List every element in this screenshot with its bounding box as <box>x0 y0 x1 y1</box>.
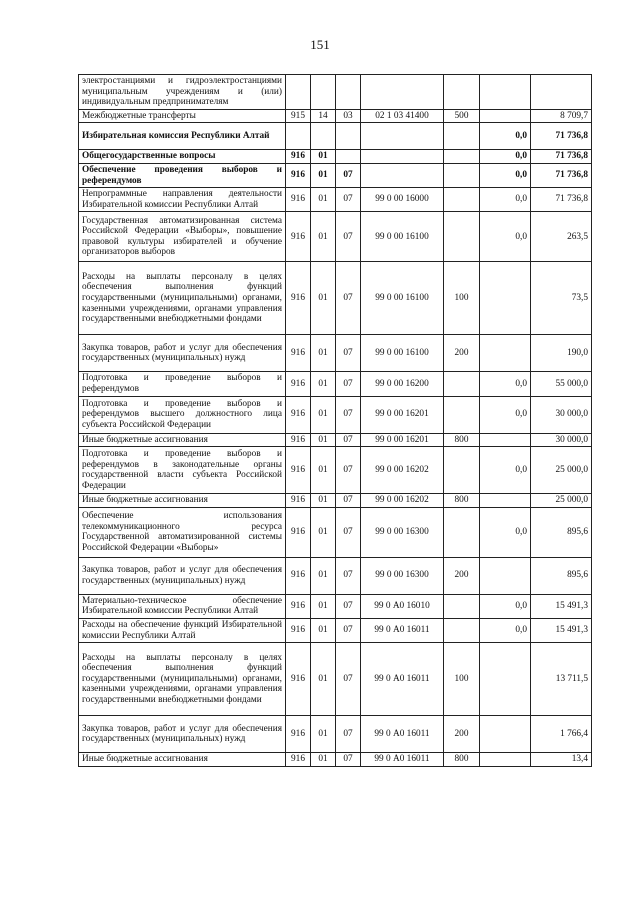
row-vr-code: 800 <box>444 753 480 767</box>
row-pr-code: 07 <box>336 594 361 618</box>
row-vr-code: 200 <box>444 335 480 372</box>
row-vr-code: 200 <box>444 557 480 594</box>
row-pr-code: 07 <box>336 188 361 212</box>
row-vr-code <box>444 188 480 212</box>
row-amount-zero <box>480 716 531 753</box>
row-rz-code: 01 <box>311 507 336 557</box>
row-rz-code: 01 <box>311 372 336 396</box>
row-gr-code: 916 <box>286 188 311 212</box>
row-amount-zero: 0,0 <box>480 447 531 494</box>
row-vr-code <box>444 75 480 110</box>
row-amount-sum: 13 711,5 <box>531 643 592 716</box>
row-amount-sum: 25 000,0 <box>531 447 592 494</box>
row-amount-zero <box>480 335 531 372</box>
row-name: Избирательная комиссия Республики Алтай <box>79 123 286 150</box>
row-amount-zero <box>480 753 531 767</box>
row-name: Иные бюджетные ассигнования <box>79 753 286 767</box>
row-gr-code: 916 <box>286 507 311 557</box>
row-vr-code: 500 <box>444 109 480 123</box>
row-csr-code: 99 0 00 16000 <box>361 188 444 212</box>
row-name: электростанциями и гидроэлектростанциями муниципальным учреждениям и (или) индивидуальным предпринимателям <box>79 75 286 110</box>
row-name: Иные бюджетные ассигнования <box>79 494 286 508</box>
table-row <box>79 433 592 447</box>
row-amount-sum: 71 736,8 <box>531 150 592 164</box>
row-rz-code: 14 <box>311 109 336 123</box>
row-rz-code: 01 <box>311 643 336 716</box>
row-vr-code <box>444 150 480 164</box>
row-rz-code: 01 <box>311 557 336 594</box>
row-pr-code: 07 <box>336 163 361 187</box>
row-gr-code: 916 <box>286 618 311 642</box>
row-gr-code: 916 <box>286 212 311 262</box>
row-amount-sum: 263,5 <box>531 212 592 262</box>
row-csr-code: 99 0 00 16100 <box>361 212 444 262</box>
row-name: Закупка товаров, работ и услуг для обеспечения государственных (муниципальных) нужд <box>79 335 286 372</box>
table-row <box>79 557 592 594</box>
row-gr-code: 916 <box>286 447 311 494</box>
row-rz-code: 01 <box>311 594 336 618</box>
row-vr-code: 100 <box>444 262 480 335</box>
table-row <box>79 335 592 372</box>
row-vr-code <box>444 618 480 642</box>
row-amount-sum: 895,6 <box>531 507 592 557</box>
row-amount-zero: 0,0 <box>480 188 531 212</box>
table-row <box>79 163 592 187</box>
row-name: Государственная автоматизированная система Российской Федерации «Выборы», повышение правовой культуры избирателей и обучение организаторов выборов <box>79 212 286 262</box>
row-gr-code: 916 <box>286 494 311 508</box>
table-row <box>79 188 592 212</box>
table-row <box>79 447 592 494</box>
row-csr-code: 99 0 00 16202 <box>361 494 444 508</box>
row-rz-code: 01 <box>311 494 336 508</box>
row-pr-code: 07 <box>336 396 361 433</box>
row-csr-code: 99 0 А0 16011 <box>361 643 444 716</box>
table-row <box>79 212 592 262</box>
row-csr-code: 99 0 А0 16011 <box>361 618 444 642</box>
row-name: Материально-техническое обеспечение Избирательной комиссии Республики Алтай <box>79 594 286 618</box>
row-csr-code: 99 0 00 16201 <box>361 433 444 447</box>
table-row <box>79 396 592 433</box>
row-amount-zero <box>480 109 531 123</box>
row-amount-sum: 71 736,8 <box>531 123 592 150</box>
table-row <box>79 507 592 557</box>
row-vr-code <box>444 594 480 618</box>
budget-table-body <box>79 75 592 767</box>
row-name: Обеспечение проведения выборов и референдумов <box>79 163 286 187</box>
row-name: Межбюджетные трансферты <box>79 109 286 123</box>
row-amount-sum: 71 736,8 <box>531 188 592 212</box>
table-row <box>79 716 592 753</box>
row-gr-code: 916 <box>286 433 311 447</box>
table-row <box>79 618 592 642</box>
budget-table <box>78 74 592 767</box>
row-gr-code: 916 <box>286 594 311 618</box>
row-pr-code: 07 <box>336 643 361 716</box>
row-amount-zero <box>480 494 531 508</box>
table-row <box>79 75 592 110</box>
row-pr-code: 07 <box>336 716 361 753</box>
row-amount-zero <box>480 262 531 335</box>
row-vr-code: 800 <box>444 494 480 508</box>
row-name: Расходы на выплаты персоналу в целях обеспечения выполнения функций государственными (муниципальными) органами, казенными учреждениями, органами управления государственными внебюджетными фондами <box>79 643 286 716</box>
row-gr-code: 916 <box>286 716 311 753</box>
row-amount-zero: 0,0 <box>480 150 531 164</box>
row-rz-code <box>311 123 336 150</box>
row-amount-zero <box>480 557 531 594</box>
row-csr-code <box>361 163 444 187</box>
row-rz-code: 01 <box>311 716 336 753</box>
row-vr-code <box>444 372 480 396</box>
row-amount-sum: 1 766,4 <box>531 716 592 753</box>
row-vr-code <box>444 123 480 150</box>
row-amount-sum: 190,0 <box>531 335 592 372</box>
row-vr-code: 800 <box>444 433 480 447</box>
row-csr-code: 99 0 00 16202 <box>361 447 444 494</box>
row-vr-code <box>444 212 480 262</box>
row-gr-code <box>286 123 311 150</box>
row-name: Подготовка и проведение выборов и референдумов <box>79 372 286 396</box>
row-csr-code: 99 0 А0 16011 <box>361 716 444 753</box>
row-pr-code: 03 <box>336 109 361 123</box>
table-row <box>79 753 592 767</box>
table-row <box>79 494 592 508</box>
row-csr-code: 99 0 00 16201 <box>361 396 444 433</box>
row-csr-code <box>361 150 444 164</box>
row-amount-sum: 30 000,0 <box>531 433 592 447</box>
row-pr-code: 07 <box>336 433 361 447</box>
row-amount-zero: 0,0 <box>480 618 531 642</box>
row-amount-sum: 55 000,0 <box>531 372 592 396</box>
row-vr-code: 200 <box>444 716 480 753</box>
row-pr-code <box>336 150 361 164</box>
row-pr-code: 07 <box>336 262 361 335</box>
row-pr-code: 07 <box>336 507 361 557</box>
row-pr-code: 07 <box>336 447 361 494</box>
row-rz-code: 01 <box>311 433 336 447</box>
row-pr-code <box>336 123 361 150</box>
row-vr-code <box>444 507 480 557</box>
row-amount-zero <box>480 433 531 447</box>
row-name: Иные бюджетные ассигнования <box>79 433 286 447</box>
row-name: Обеспечение использования телекоммуникационного ресурса Государственной автоматизированной системы Российской Федерации «Выборы» <box>79 507 286 557</box>
row-name: Расходы на обеспечение функций Избирательной комиссии Республики Алтай <box>79 618 286 642</box>
row-csr-code <box>361 123 444 150</box>
row-name: Закупка товаров, работ и услуг для обеспечения государственных (муниципальных) нужд <box>79 716 286 753</box>
row-gr-code: 916 <box>286 163 311 187</box>
row-gr-code: 916 <box>286 262 311 335</box>
table-row <box>79 372 592 396</box>
row-amount-zero <box>480 75 531 110</box>
row-pr-code: 07 <box>336 557 361 594</box>
row-rz-code: 01 <box>311 396 336 433</box>
row-rz-code <box>311 75 336 110</box>
row-pr-code: 07 <box>336 618 361 642</box>
row-csr-code: 99 0 А0 16011 <box>361 753 444 767</box>
row-rz-code: 01 <box>311 212 336 262</box>
row-csr-code: 99 0 00 16100 <box>361 335 444 372</box>
row-amount-zero: 0,0 <box>480 212 531 262</box>
row-pr-code: 07 <box>336 372 361 396</box>
row-csr-code: 99 0 А0 16010 <box>361 594 444 618</box>
row-amount-sum <box>531 75 592 110</box>
row-vr-code <box>444 396 480 433</box>
row-amount-sum: 15 491,3 <box>531 594 592 618</box>
row-rz-code: 01 <box>311 618 336 642</box>
table-row <box>79 150 592 164</box>
row-amount-sum: 71 736,8 <box>531 163 592 187</box>
row-name: Расходы на выплаты персоналу в целях обеспечения выполнения функций государственными (муниципальными) органами, казенными учреждениями, органами управления государственными внебюджетными фондами <box>79 262 286 335</box>
table-row <box>79 262 592 335</box>
row-gr-code <box>286 75 311 110</box>
row-amount-sum: 13,4 <box>531 753 592 767</box>
row-rz-code: 01 <box>311 163 336 187</box>
table-row <box>79 594 592 618</box>
row-name: Подготовка и проведение выборов и референдумов высшего должностного лица субъекта Российской Федерации <box>79 396 286 433</box>
row-pr-code: 07 <box>336 753 361 767</box>
row-amount-sum: 25 000,0 <box>531 494 592 508</box>
row-rz-code: 01 <box>311 753 336 767</box>
row-pr-code <box>336 75 361 110</box>
row-rz-code: 01 <box>311 188 336 212</box>
row-rz-code: 01 <box>311 447 336 494</box>
row-rz-code: 01 <box>311 262 336 335</box>
row-rz-code: 01 <box>311 335 336 372</box>
row-gr-code: 916 <box>286 753 311 767</box>
row-csr-code: 99 0 00 16300 <box>361 557 444 594</box>
table-row <box>79 123 592 150</box>
row-pr-code: 07 <box>336 494 361 508</box>
row-amount-zero: 0,0 <box>480 396 531 433</box>
row-gr-code: 916 <box>286 557 311 594</box>
row-amount-zero: 0,0 <box>480 123 531 150</box>
row-gr-code: 916 <box>286 643 311 716</box>
row-name: Подготовка и проведение выборов и референдумов в законодательные органы государственной власти субъекта Российской Федерации <box>79 447 286 494</box>
row-rz-code: 01 <box>311 150 336 164</box>
row-gr-code: 916 <box>286 372 311 396</box>
row-gr-code: 916 <box>286 150 311 164</box>
row-csr-code: 99 0 00 16100 <box>361 262 444 335</box>
row-amount-sum: 895,6 <box>531 557 592 594</box>
row-amount-zero: 0,0 <box>480 372 531 396</box>
row-vr-code: 100 <box>444 643 480 716</box>
row-amount-zero <box>480 643 531 716</box>
row-name: Закупка товаров, работ и услуг для обеспечения государственных (муниципальных) нужд <box>79 557 286 594</box>
row-amount-sum: 30 000,0 <box>531 396 592 433</box>
row-vr-code <box>444 163 480 187</box>
row-csr-code: 02 1 03 41400 <box>361 109 444 123</box>
table-row <box>79 643 592 716</box>
row-gr-code: 916 <box>286 396 311 433</box>
row-vr-code <box>444 447 480 494</box>
row-csr-code: 99 0 00 16200 <box>361 372 444 396</box>
row-amount-sum: 8 709,7 <box>531 109 592 123</box>
row-gr-code: 915 <box>286 109 311 123</box>
row-gr-code: 916 <box>286 335 311 372</box>
table-row <box>79 109 592 123</box>
row-amount-sum: 73,5 <box>531 262 592 335</box>
row-amount-zero: 0,0 <box>480 594 531 618</box>
row-amount-zero: 0,0 <box>480 507 531 557</box>
row-amount-sum: 15 491,3 <box>531 618 592 642</box>
row-pr-code: 07 <box>336 212 361 262</box>
row-amount-zero: 0,0 <box>480 163 531 187</box>
row-name: Общегосударственные вопросы <box>79 150 286 164</box>
row-csr-code: 99 0 00 16300 <box>361 507 444 557</box>
row-csr-code <box>361 75 444 110</box>
row-pr-code: 07 <box>336 335 361 372</box>
page-number: 151 <box>310 37 330 52</box>
row-name: Непрограммные направления деятельности Избирательной комиссии Республики Алтай <box>79 188 286 212</box>
